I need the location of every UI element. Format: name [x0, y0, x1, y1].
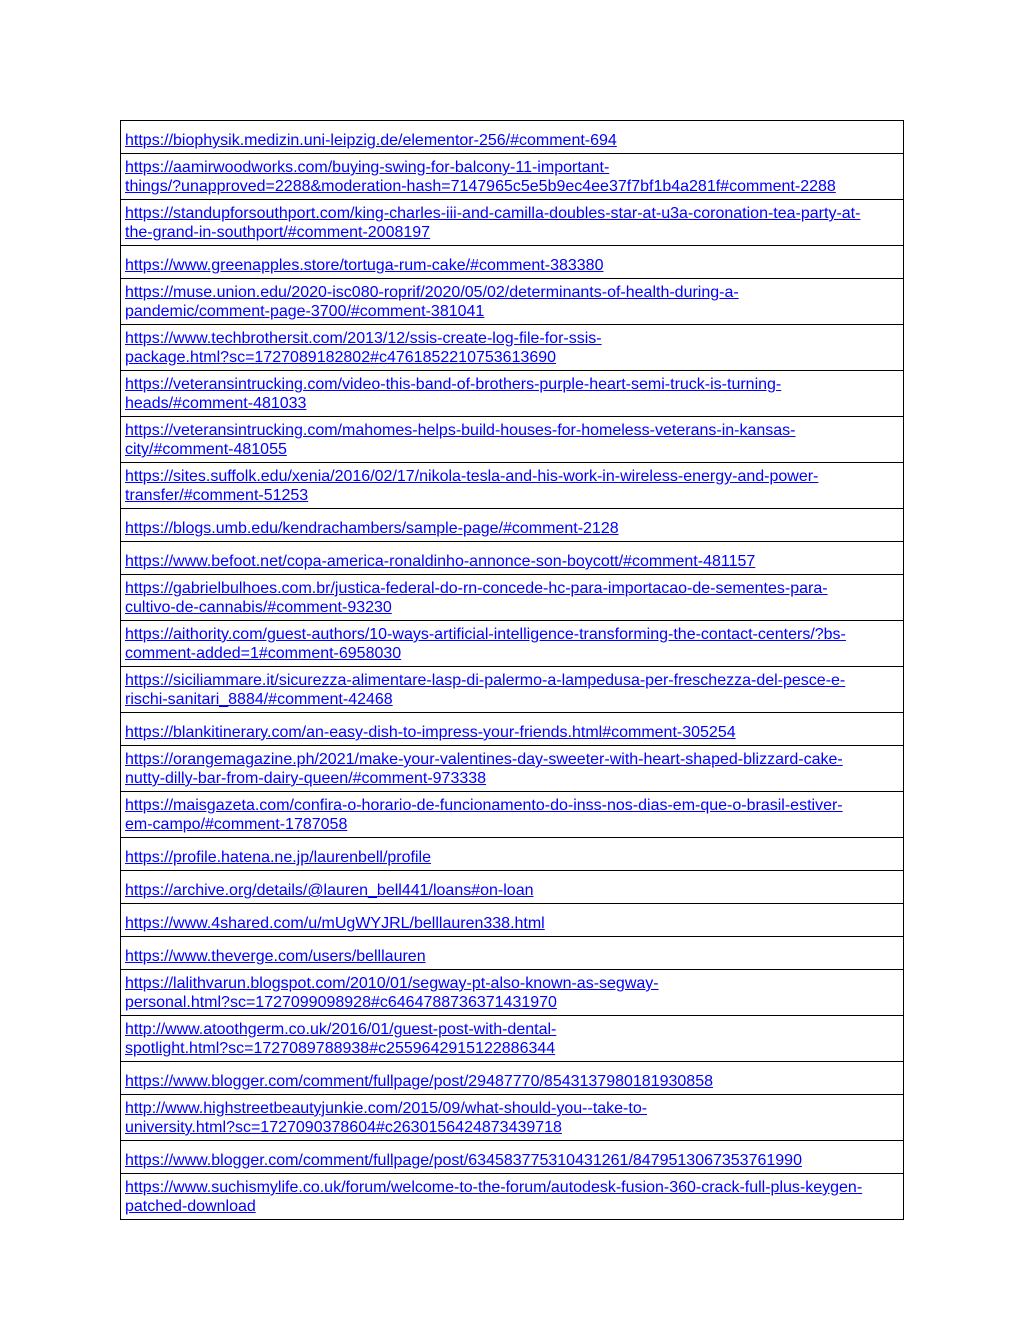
table-row — [121, 1016, 904, 1062]
url-link-line: https://blogs.umb.edu/kendrachambers/sample-page/#comment-2128 — [125, 520, 619, 537]
url-link[interactable] — [125, 671, 899, 709]
url-link-line: https://lalithvarun.blogspot.com/2010/01/segway-pt-also-known-as-segway- — [125, 975, 659, 992]
table-row — [121, 904, 904, 937]
url-link-line: https://www.greenapples.store/tortuga-rum-cake/#comment-383380 — [125, 257, 604, 274]
link-cell — [121, 667, 904, 713]
table-row — [121, 746, 904, 792]
link-cell — [121, 279, 904, 325]
url-link[interactable] — [125, 552, 899, 571]
table-row — [121, 621, 904, 667]
table-row — [121, 417, 904, 463]
url-link[interactable] — [125, 1020, 899, 1058]
url-link-line: https://veteransintrucking.com/mahomes-helps-build-houses-for-homeless-veterans-in-kansas- — [125, 422, 796, 439]
url-link-line: https://www.blogger.com/comment/fullpage/post/29487770/8543137980181930858 — [125, 1073, 713, 1090]
table-row — [121, 542, 904, 575]
link-cell — [121, 1095, 904, 1141]
url-link[interactable] — [125, 1072, 899, 1091]
table-row — [121, 713, 904, 746]
table-row — [121, 246, 904, 279]
url-link-line: https://www.techbrothersit.com/2013/12/ssis-create-log-file-for-ssis- — [125, 330, 602, 347]
url-link[interactable] — [125, 204, 899, 242]
link-cell — [121, 937, 904, 970]
link-cell — [121, 1141, 904, 1174]
url-link[interactable] — [125, 421, 899, 459]
link-cell — [121, 121, 904, 154]
url-link-line: pandemic/comment-page-3700/#comment-381041 — [125, 303, 485, 320]
link-cell — [121, 542, 904, 575]
url-link-line: https://siciliammare.it/sicurezza-alimentare-lasp-di-palermo-a-lampedusa-per-freschezza-del-pesce-e- — [125, 672, 846, 689]
url-link-line: https://muse.union.edu/2020-isc080-roprif/2020/05/02/determinants-of-health-during-a- — [125, 284, 739, 301]
url-link-line: https://veteransintrucking.com/video-this-band-of-brothers-purple-heart-semi-truck-is-turning- — [125, 376, 782, 393]
link-cell — [121, 970, 904, 1016]
link-cell — [121, 200, 904, 246]
url-link-line: http://www.atoothgerm.co.uk/2016/01/guest-post-with-dental- — [125, 1021, 557, 1038]
url-link[interactable] — [125, 1099, 899, 1137]
url-link[interactable] — [125, 881, 899, 900]
url-link[interactable] — [125, 467, 899, 505]
url-link[interactable] — [125, 796, 899, 834]
link-cell — [121, 575, 904, 621]
url-link-line: https://www.suchismylife.co.uk/forum/welcome-to-the-forum/autodesk-fusion-360-crack-full-plus-keygen- — [125, 1179, 863, 1196]
url-link-line: https://gabrielbulhoes.com.br/justica-federal-do-rn-concede-hc-para-importacao-de-sementes-para- — [125, 580, 828, 597]
url-link-line: https://www.befoot.net/copa-america-ronaldinho-annonce-son-boycott/#comment-481157 — [125, 553, 756, 570]
table-row — [121, 200, 904, 246]
table-row — [121, 463, 904, 509]
link-cell — [121, 154, 904, 200]
table-row — [121, 509, 904, 542]
url-link[interactable] — [125, 947, 899, 966]
table-row — [121, 871, 904, 904]
url-link-line: patched-download — [125, 1198, 256, 1215]
table-row — [121, 279, 904, 325]
url-link[interactable] — [125, 974, 899, 1012]
link-cell — [121, 621, 904, 667]
link-cell — [121, 1062, 904, 1095]
link-cell — [121, 838, 904, 871]
table-row — [121, 1141, 904, 1174]
url-link-line: http://www.highstreetbeautyjunkie.com/2015/09/what-should-you--take-to- — [125, 1100, 648, 1117]
url-link-line: em-campo/#comment-1787058 — [125, 816, 348, 833]
link-table-body — [121, 121, 904, 1220]
table-row — [121, 1174, 904, 1220]
url-link-line: https://archive.org/details/@lauren_bell441/loans#on-loan — [125, 882, 534, 899]
url-link-line: university.html?sc=1727090378604#c2630156424873439718 — [125, 1119, 562, 1136]
url-link-line: https://profile.hatena.ne.jp/laurenbell/profile — [125, 849, 431, 866]
url-link-line: heads/#comment-481033 — [125, 395, 307, 412]
url-link-line: spotlight.html?sc=1727089788938#c2559642915122886344 — [125, 1040, 556, 1057]
url-link-line: package.html?sc=1727089182802#c4761852210753613690 — [125, 349, 557, 366]
url-link[interactable] — [125, 914, 899, 933]
url-link-line: https://maisgazeta.com/confira-o-horario-de-funcionamento-do-inss-nos-dias-em-que-o-brasil-estiver- — [125, 797, 843, 814]
url-link-line: https://www.blogger.com/comment/fullpage/post/634583775310431261/8479513067353761990 — [125, 1152, 802, 1169]
url-link-line: https://orangemagazine.ph/2021/make-your-valentines-day-sweeter-with-heart-shaped-blizzard-cake- — [125, 751, 843, 768]
table-row — [121, 792, 904, 838]
url-link[interactable] — [125, 375, 899, 413]
table-row — [121, 371, 904, 417]
url-link-line: https://www.theverge.com/users/belllauren — [125, 948, 426, 965]
link-cell — [121, 904, 904, 937]
url-link-line: the-grand-in-southport/#comment-2008197 — [125, 224, 431, 241]
url-link[interactable] — [125, 158, 899, 196]
url-link[interactable] — [125, 283, 899, 321]
url-link-line: https://aamirwoodworks.com/buying-swing-for-balcony-11-important- — [125, 159, 610, 176]
table-row — [121, 575, 904, 621]
url-link-line: personal.html?sc=1727099098928#c6464788736371431970 — [125, 994, 557, 1011]
link-cell — [121, 509, 904, 542]
url-link-line: https://aithority.com/guest-authors/10-ways-artificial-intelligence-transforming-the-contact-centers/?bs- — [125, 626, 846, 643]
url-link-line: https://sites.suffolk.edu/xenia/2016/02/17/nikola-tesla-and-his-work-in-wireless-energy-and-power- — [125, 468, 819, 485]
table-row — [121, 1062, 904, 1095]
url-link-line: cultivo-de-cannabis/#comment-93230 — [125, 599, 392, 616]
link-cell — [121, 871, 904, 904]
url-link[interactable] — [125, 519, 899, 538]
url-link[interactable] — [125, 131, 899, 150]
link-cell — [121, 371, 904, 417]
url-link-line: https://www.4shared.com/u/mUgWYJRL/belllauren338.html — [125, 915, 545, 932]
link-cell — [121, 463, 904, 509]
table-row — [121, 154, 904, 200]
table-row — [121, 838, 904, 871]
url-link[interactable] — [125, 750, 899, 788]
url-link-line: city/#comment-481055 — [125, 441, 287, 458]
table-row — [121, 970, 904, 1016]
url-link-line: https://biophysik.medizin.uni-leipzig.de/elementor-256/#comment-694 — [125, 132, 617, 149]
url-link-line: https://blankitinerary.com/an-easy-dish-to-impress-your-friends.html#comment-305254 — [125, 724, 736, 741]
url-link-line: rischi-sanitari_8884/#comment-42468 — [125, 691, 393, 708]
table-row — [121, 121, 904, 154]
url-link-line: transfer/#comment-51253 — [125, 487, 309, 504]
link-cell — [121, 417, 904, 463]
url-link[interactable] — [125, 625, 899, 663]
table-row — [121, 667, 904, 713]
url-link[interactable] — [125, 256, 899, 275]
link-cell — [121, 246, 904, 279]
link-cell — [121, 1174, 904, 1220]
link-cell — [121, 792, 904, 838]
link-cell — [121, 1016, 904, 1062]
table-row — [121, 1095, 904, 1141]
url-link[interactable] — [125, 329, 899, 367]
url-link[interactable] — [125, 1151, 899, 1170]
url-link-line: things/?unapproved=2288&moderation-hash=7147965c5e5b9ec4ee37f7bf1b4a281f#comment-2288 — [125, 178, 836, 195]
url-link[interactable] — [125, 723, 899, 742]
url-link[interactable] — [125, 848, 899, 867]
url-link[interactable] — [125, 579, 899, 617]
url-link-line: comment-added=1#comment-6958030 — [125, 645, 402, 662]
link-cell — [121, 713, 904, 746]
link-cell — [121, 325, 904, 371]
table-row — [121, 937, 904, 970]
url-link-line: nutty-dilly-bar-from-dairy-queen/#comment-973338 — [125, 770, 487, 787]
link-table — [120, 120, 904, 1220]
url-link-line: https://standupforsouthport.com/king-charles-iii-and-camilla-doubles-star-at-u3a-coronation-tea-party-at- — [125, 205, 861, 222]
url-link[interactable] — [125, 1178, 899, 1216]
link-cell — [121, 746, 904, 792]
table-row — [121, 325, 904, 371]
